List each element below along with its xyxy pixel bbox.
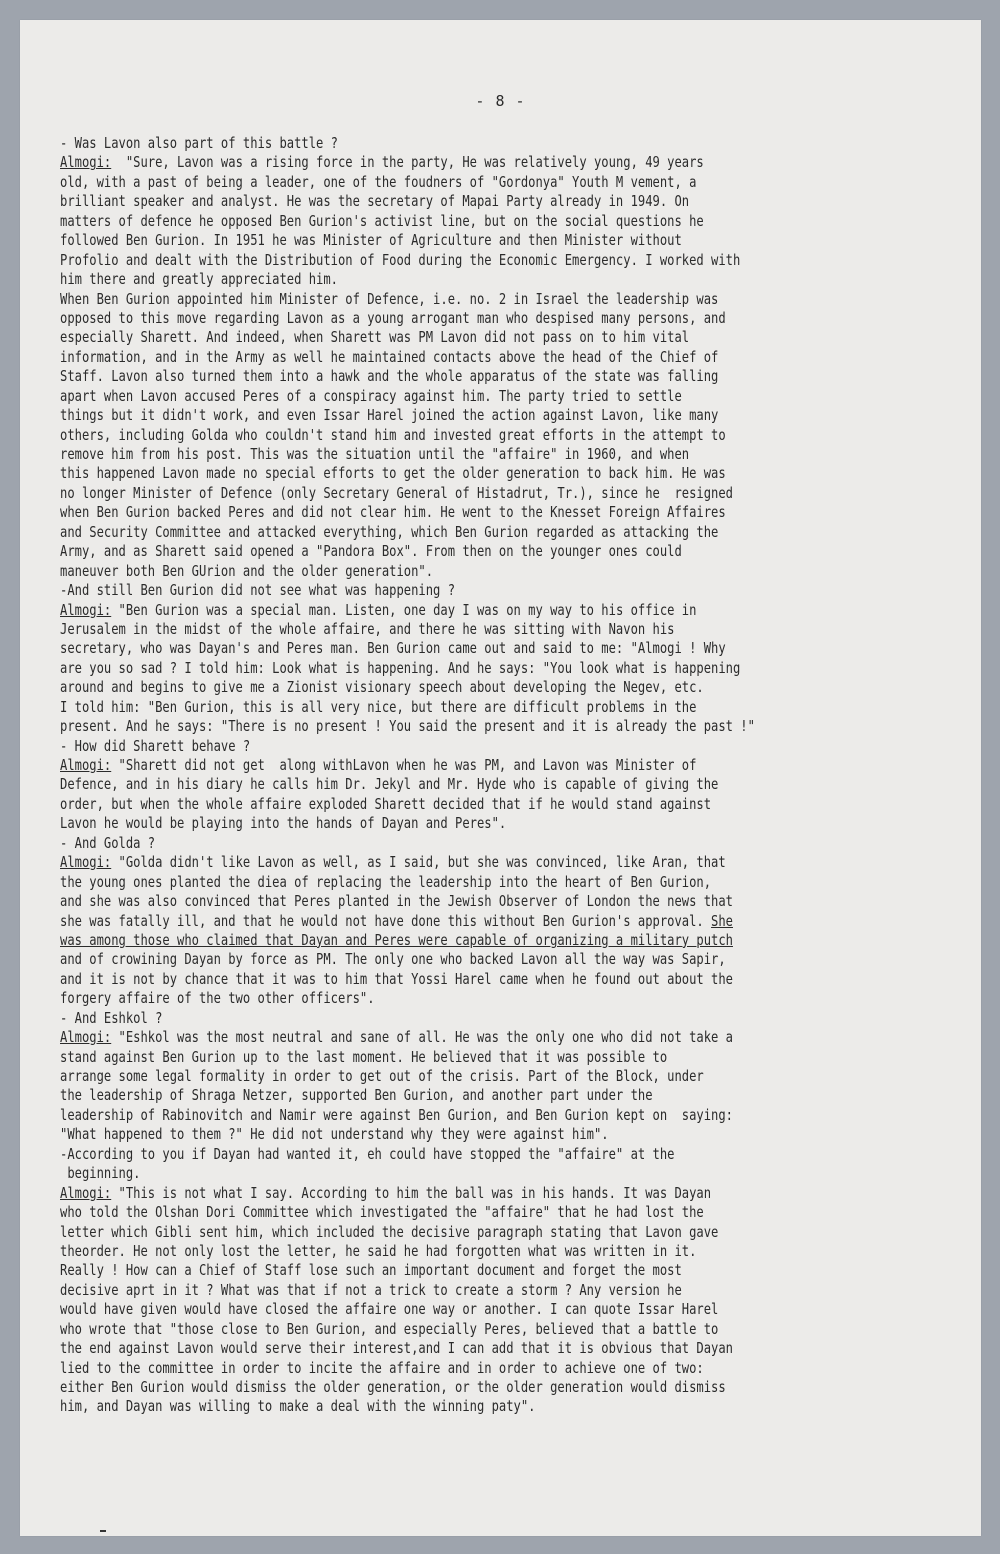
line-text: decisive aprt in it ? What was that if not a trick to create a storm ? Any version he bbox=[60, 1280, 682, 1299]
text-line bbox=[60, 853, 796, 872]
line-text: are you so sad ? I told him: Look what is happening. And he says: "You look what is happening bbox=[60, 658, 741, 677]
text-line bbox=[60, 387, 796, 406]
text-line bbox=[60, 192, 796, 211]
text-line bbox=[60, 756, 796, 775]
text-line bbox=[60, 1086, 796, 1105]
text-line bbox=[60, 231, 796, 250]
text-line bbox=[60, 1300, 796, 1319]
line-text: either Ben Gurion would dismiss the older generation, or the older generation would dismiss bbox=[60, 1378, 726, 1396]
answer-text: "This is not what I say. According to him the ball was in his hands. It was Dayan bbox=[111, 1183, 712, 1202]
answer-text: "Eshkol was the most neutral and sane of all. He was the only one who did not take a bbox=[111, 1028, 733, 1047]
line-text: him, and Dayan was willing to make a deal with the winning paty". bbox=[60, 1397, 536, 1416]
interview-question-line bbox=[60, 581, 796, 600]
line-text: "What happened to them ?" He did not understand why they were against him". bbox=[60, 1125, 609, 1144]
line-text: things but it didn't work, and even Issar Harel joined the action against Lavon, like many bbox=[60, 406, 719, 425]
underlined-text: was among those who claimed that Dayan and Peres were capable of organizing a military putch bbox=[60, 930, 733, 949]
text-line bbox=[60, 950, 796, 969]
answer-text: "Ben Gurion was a special man. Listen, one day I was on my way to his office in bbox=[111, 600, 697, 619]
line-text: arrange some legal formality in order to get out of the crisis. Part of the Block, under bbox=[60, 1067, 704, 1085]
line-text: stand against Ben Gurion up to the last moment. He believed that it was possible to bbox=[60, 1047, 668, 1066]
text-line bbox=[60, 484, 796, 503]
text-line bbox=[60, 406, 796, 425]
line-text: Staff. Lavon also turned them into a hawk and the whole apparatus of the state was falling bbox=[60, 367, 719, 386]
text-line bbox=[60, 1397, 796, 1416]
text-line bbox=[60, 270, 796, 289]
text-line bbox=[60, 1339, 796, 1358]
text-line bbox=[60, 251, 796, 270]
line-text: no longer Minister of Defence (only Secretary General of Histadrut, Tr.), since he resigned bbox=[60, 483, 733, 502]
line-text: beginning. bbox=[60, 1164, 141, 1183]
interview-question-line bbox=[60, 1164, 796, 1183]
text-line bbox=[60, 348, 796, 367]
line-text: Army, and as Sharett said opened a "Pandora Box". From then on the younger ones could bbox=[60, 542, 682, 561]
interview-question-line bbox=[60, 737, 796, 756]
text-line bbox=[60, 639, 796, 658]
line-text: - And Golda ? bbox=[60, 833, 156, 852]
line-text: around and begins to give me a Zionist visionary speech about developing the Negev, etc. bbox=[60, 678, 704, 697]
speaker-label: Almogi: bbox=[60, 756, 112, 774]
line-text: secretary, who was Dayan's and Peres man. Ben Gurion came out and said to me: "Almogi ! Why bbox=[60, 639, 726, 658]
document-page bbox=[20, 20, 981, 1536]
line-text: maneuver both Ben GUrion and the older generation". bbox=[60, 561, 434, 580]
text-line bbox=[60, 912, 796, 931]
line-text: when Ben Gurion backed Peres and did not clear him. He went to the Knesset Foreign Affaires bbox=[60, 503, 726, 522]
line-text: -And still Ben Gurion did not see what was happening ? bbox=[60, 581, 456, 600]
line-text: theorder. He not only lost the letter, he said he had forgotten what was written in it. bbox=[60, 1241, 697, 1260]
line-text: - And Eshkol ? bbox=[60, 1008, 163, 1027]
text-line bbox=[60, 445, 796, 464]
text-line bbox=[60, 562, 796, 581]
text-line bbox=[60, 1184, 796, 1203]
document-body bbox=[60, 134, 796, 1417]
text-line bbox=[60, 542, 796, 561]
text-line bbox=[60, 1106, 796, 1125]
text-line bbox=[60, 309, 796, 328]
line-text: Really ! How can a Chief of Staff lose such an important document and forget the most bbox=[60, 1261, 682, 1280]
answer-text: "Sure, Lavon was a rising force in the party, He was relatively young, 49 years bbox=[111, 153, 704, 172]
text-line bbox=[60, 1223, 796, 1242]
line-text: she was fatally ill, and that he would not have done this without Ben Gurion's approval. bbox=[60, 911, 712, 930]
line-text: brilliant speaker and analyst. He was the secretary of Mapai Party already in 1949. On bbox=[60, 192, 690, 211]
text-line bbox=[60, 892, 796, 911]
line-text: the young ones planted the diea of replacing the leadership into the heart of Ben Gurion, bbox=[60, 872, 712, 891]
interview-question-line bbox=[60, 134, 796, 153]
text-line bbox=[60, 173, 796, 192]
text-line bbox=[60, 1125, 796, 1144]
line-text: who told the Olshan Dori Committee which investigated the "affaire" that he had lost the bbox=[60, 1203, 704, 1222]
line-text: and it is not by chance that it was to him that Yossi Harel came when he found out about the bbox=[60, 969, 733, 988]
text-line bbox=[60, 464, 796, 483]
text-line bbox=[60, 970, 796, 989]
speaker-label: Almogi: bbox=[60, 853, 112, 872]
line-text: this happened Lavon made no special efforts to get the older generation to back him. He was bbox=[60, 464, 726, 483]
answer-text: "Golda didn't like Lavon as well, as I said, but she was convinced, like Aran, that bbox=[111, 853, 726, 872]
speaker-label: Almogi: bbox=[60, 600, 112, 619]
text-line bbox=[60, 328, 796, 347]
text-line bbox=[60, 1281, 796, 1300]
text-line bbox=[60, 290, 796, 309]
line-text: -According to you if Dayan had wanted it, eh could have stopped the "affaire" at the bbox=[60, 1144, 675, 1163]
line-text: the leadership of Shraga Netzer, supported Ben Gurion, and another part under the bbox=[60, 1086, 653, 1105]
line-text: forgery affaire of the two other officers". bbox=[60, 989, 375, 1008]
text-line bbox=[60, 1378, 796, 1397]
text-line bbox=[60, 601, 796, 620]
text-line bbox=[60, 717, 796, 736]
text-line bbox=[60, 814, 796, 833]
text-line bbox=[60, 873, 796, 892]
text-line bbox=[60, 367, 796, 386]
line-text: old, with a past of being a leader, one of the foudners of "Gordonya" Youth M vement, a bbox=[60, 172, 697, 191]
line-text: the end against Lavon would serve their interest,and I can add that it is obvious that Dayan bbox=[60, 1339, 733, 1358]
line-text: and of crowining Dayan by force as PM. The only one who backed Lavon all the way was Sapir, bbox=[60, 950, 726, 969]
text-line bbox=[60, 659, 796, 678]
text-line bbox=[60, 1048, 796, 1067]
line-text: who wrote that "those close to Ben Gurion, and especially Peres, believed that a battle to bbox=[60, 1319, 719, 1338]
line-text: - Was Lavon also part of this battle ? bbox=[60, 134, 338, 152]
answer-text: "Sharett did not get along withLavon when he was PM, and Lavon was Minister of bbox=[111, 756, 697, 774]
line-text: order, but when the whole affaire exploded Sharett decided that if he would stand against bbox=[60, 794, 712, 813]
line-text: opposed to this move regarding Lavon as a young arrogant man who despised many persons, and bbox=[60, 308, 726, 327]
line-text: and Security Committee and attacked everything, which Ben Gurion regarded as attacking the bbox=[60, 522, 719, 541]
line-text: followed Ben Gurion. In 1951 he was Minister of Agriculture and then Minister without bbox=[60, 231, 682, 250]
text-line bbox=[60, 678, 796, 697]
line-text: Jerusalem in the midst of the whole affaire, and there he was sitting with Navon his bbox=[60, 619, 675, 638]
interview-question-line bbox=[60, 1145, 796, 1164]
line-text: I told him: "Ben Gurion, this is all very nice, but there are difficult problems in the bbox=[60, 697, 697, 716]
text-line bbox=[60, 426, 796, 445]
text-line bbox=[60, 1320, 796, 1339]
speaker-label: Almogi: bbox=[60, 1028, 112, 1047]
underlined-text: She bbox=[711, 911, 733, 930]
interview-question-line bbox=[60, 834, 796, 853]
line-text: Lavon he would be playing into the hands of Dayan and Peres". bbox=[60, 814, 507, 833]
line-text: When Ben Gurion appointed him Minister of Defence, i.e. no. 2 in Israel the leadership was bbox=[60, 289, 719, 308]
text-line bbox=[60, 523, 796, 542]
text-line bbox=[60, 989, 796, 1008]
line-text: present. And he says: "There is no present ! You said the present and it is already the past !" bbox=[60, 717, 755, 736]
line-text: would have given would have closed the affaire one way or another. I can quote Issar Harel bbox=[60, 1300, 719, 1319]
text-line bbox=[60, 1067, 796, 1086]
line-text: - How did Sharett behave ? bbox=[60, 736, 251, 755]
line-text: Profolio and dealt with the Distribution of Food during the Economic Emergency. I worked with bbox=[60, 250, 741, 269]
text-line bbox=[60, 153, 796, 172]
speaker-label: Almogi: bbox=[60, 1183, 112, 1202]
text-line bbox=[60, 1242, 796, 1261]
text-line bbox=[60, 620, 796, 639]
text-line bbox=[60, 775, 796, 794]
text-line bbox=[60, 931, 796, 950]
line-text: especially Sharett. And indeed, when Sharett was PM Lavon did not pass on to him vital bbox=[60, 328, 690, 347]
line-text: matters of defence he opposed Ben Gurion's activist line, but on the social questions he bbox=[60, 211, 704, 230]
text-line bbox=[60, 1261, 796, 1280]
line-text: lied to the committee in order to incite the affaire and in order to achieve one of two: bbox=[60, 1358, 704, 1377]
stray-mark bbox=[100, 1530, 106, 1532]
text-line bbox=[60, 1028, 796, 1047]
text-line bbox=[60, 1203, 796, 1222]
interview-question-line bbox=[60, 1009, 796, 1028]
text-line bbox=[60, 212, 796, 231]
page-number: - 8 - bbox=[475, 92, 526, 110]
text-line bbox=[60, 795, 796, 814]
line-text: Defence, and in his diary he calls him Dr. Jekyl and Mr. Hyde who is capable of giving the bbox=[60, 775, 719, 794]
line-text: others, including Golda who couldn't stand him and invested great efforts in the attempt to bbox=[60, 425, 726, 444]
line-text: letter which Gibli sent him, which included the decisive paragraph stating that Lavon gave bbox=[60, 1222, 719, 1241]
text-line bbox=[60, 698, 796, 717]
line-text: remove him from his post. This was the situation until the "affaire" in 1960, and when bbox=[60, 445, 690, 463]
line-text: apart when Lavon accused Peres of a conspiracy against him. The party tried to settle bbox=[60, 386, 682, 405]
line-text: information, and in the Army as well he maintained contacts above the head of the Chief of bbox=[60, 347, 719, 366]
text-line bbox=[60, 503, 796, 522]
line-text: leadership of Rabinovitch and Namir were against Ben Gurion, and Ben Gurion kept on saying: bbox=[60, 1105, 733, 1124]
speaker-label: Almogi: bbox=[60, 153, 112, 172]
line-text: and she was also convinced that Peres planted in the Jewish Observer of London the news that bbox=[60, 892, 733, 911]
line-text: him there and greatly appreciated him. bbox=[60, 270, 338, 289]
text-line bbox=[60, 1359, 796, 1378]
